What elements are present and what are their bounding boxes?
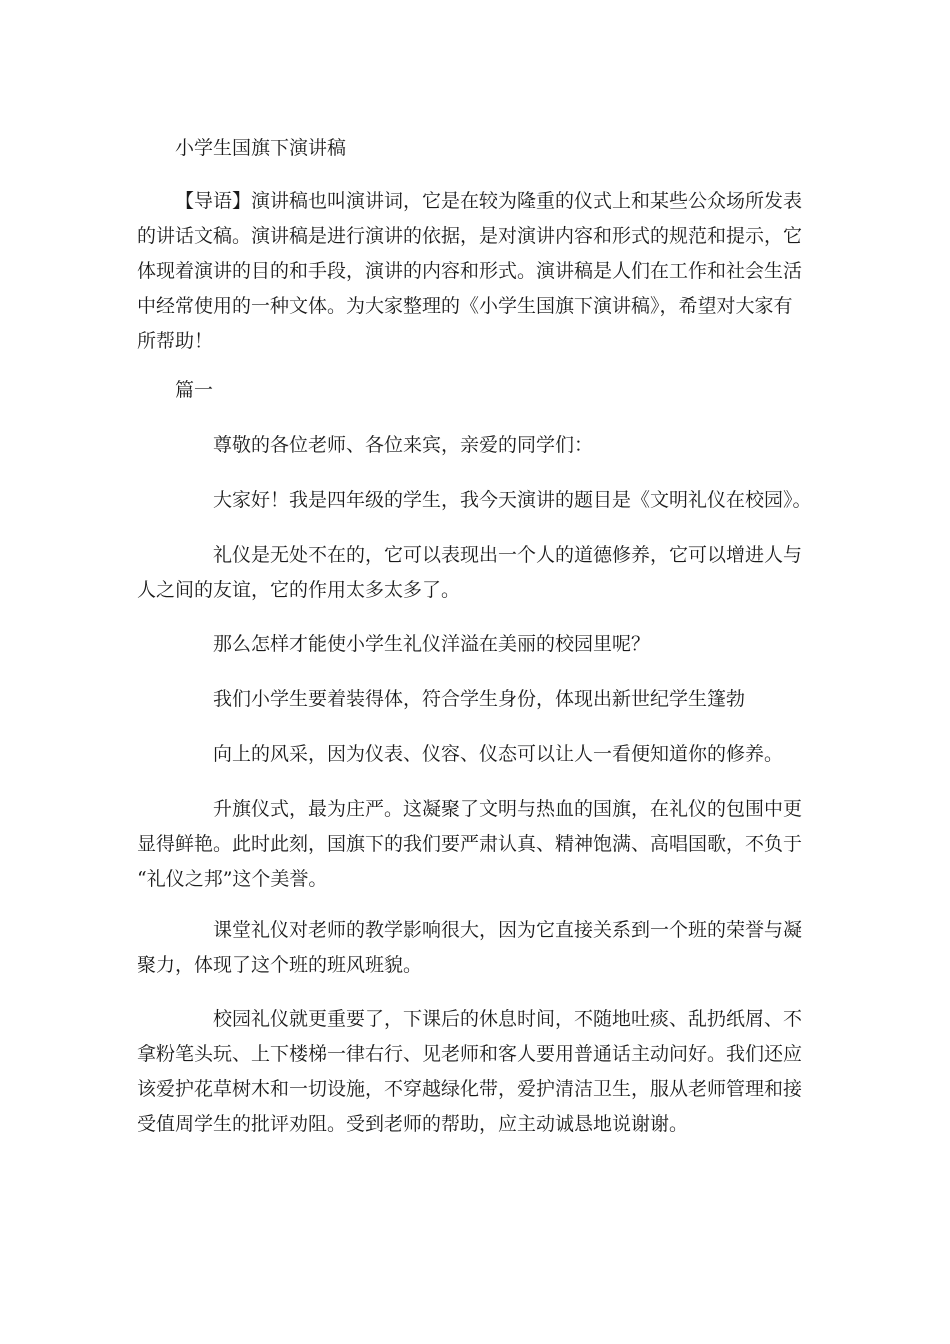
paragraph-8 bbox=[137, 1004, 802, 1140]
paragraph-line: “礼仪之邦”这个美誉。 bbox=[137, 868, 328, 890]
paragraph-7 bbox=[137, 915, 802, 981]
greeting-text: 尊敬的各位老师、各位来宾，亲爱的同学们： bbox=[213, 434, 594, 456]
paragraph-line: 礼仪是无处不在的，它可以表现出一个人的道德修养，它可以增进人与 bbox=[213, 544, 803, 566]
paragraph-line: 聚力，体现了这个班的班风班貌。 bbox=[137, 954, 423, 976]
paragraph-line: 升旗仪式，最为庄严。这凝聚了文明与热血的国旗，在礼仪的包围中更 bbox=[213, 798, 803, 820]
paragraph-line: 受值周学生的批评劝阻。受到老师的帮助，应主动诚恳地说谢谢。 bbox=[137, 1113, 689, 1135]
paragraph-5 bbox=[213, 739, 783, 770]
paragraph-text: 那么怎样才能使小学生礼仪洋溢在美丽的校园里呢？ bbox=[213, 633, 651, 655]
paragraph-1 bbox=[213, 485, 812, 516]
paragraph-line: 人之间的友谊，它的作用太多太多了。 bbox=[137, 579, 461, 601]
greeting-paragraph bbox=[213, 430, 593, 461]
paragraph-4 bbox=[213, 684, 745, 715]
paragraph-text: 向上的风采，因为仪表、仪容、仪态可以让人一看便知道你的修养。 bbox=[213, 743, 784, 765]
intro-line: 中经常使用的一种文体。为大家整理的《小学生国旗下演讲稿》，希望对大家有 bbox=[137, 295, 793, 317]
paragraph-line: 课堂礼仪对老师的教学影响很大，因为它直接关系到一个班的荣誉与凝 bbox=[213, 919, 803, 941]
section-text: 篇一 bbox=[175, 379, 214, 401]
section-heading bbox=[175, 375, 213, 406]
paragraph-line: 显得鲜艳。此时此刻，国旗下的我们要严肃认真、精神饱满、高唱国歌，不负于 bbox=[137, 833, 803, 855]
paragraph-text: 我们小学生要着装得体，符合学生身份，体现出新世纪学生篷勃 bbox=[213, 688, 746, 710]
paragraph-line: 校园礼仪就更重要了，下课后的休息时间，不随地吐痰、乱扔纸屑、不 bbox=[213, 1008, 803, 1030]
paragraph-line: 该爱护花草树木和一切设施，不穿越绿化带，爱护清洁卫生，服从老师管理和接 bbox=[137, 1078, 803, 1100]
paragraph-line: 拿粉笔头玩、上下楼梯一律右行、见老师和客人要用普通话主动问好。我们还应 bbox=[137, 1043, 803, 1065]
intro-line: 的讲话文稿。演讲稿是进行演讲的依据，是对演讲内容和形式的规范和提示，它 bbox=[137, 225, 803, 247]
paragraph-2 bbox=[137, 540, 802, 606]
paragraph-3 bbox=[213, 629, 650, 660]
intro-line: 所帮助！ bbox=[137, 330, 214, 352]
intro-line: 体现着演讲的目的和手段，演讲的内容和形式。演讲稿是人们在工作和社会生活 bbox=[137, 260, 803, 282]
document-title bbox=[175, 133, 346, 164]
paragraph-text: 大家好！我是四年级的学生，我今天演讲的题目是《文明礼仪在校园》。 bbox=[213, 489, 812, 511]
title-text: 小学生国旗下演讲稿 bbox=[175, 137, 347, 159]
paragraph-6 bbox=[137, 794, 802, 895]
intro-paragraph bbox=[137, 186, 802, 357]
intro-line: 【导语】演讲稿也叫演讲词，它是在较为隆重的仪式上和某些公众场所发表 bbox=[175, 190, 803, 212]
